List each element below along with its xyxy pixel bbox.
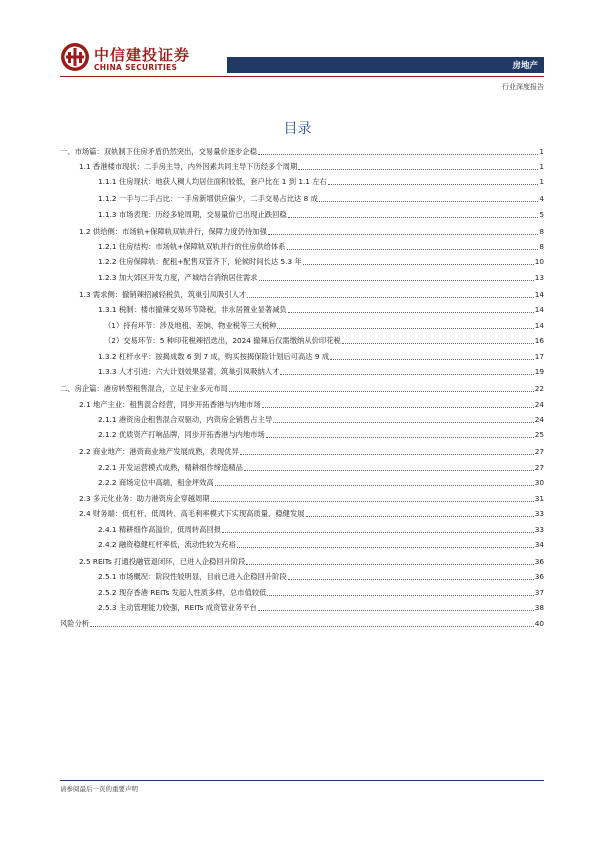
toc-entry-title: 1.1.1 住房现状：地获人稠人均居住面积较低，套户比在 1 到 1.1 左右 (98, 177, 327, 186)
toc-entry-title: 2.4.2 融资稳健杠杆率低，流动性较为充裕 (98, 540, 236, 549)
toc-entry-page: 30 (534, 478, 544, 487)
toc-dot-leader (247, 297, 534, 298)
toc-title: 目录 (283, 121, 312, 137)
toc-entry[interactable] (98, 415, 544, 425)
logo-english-name: CHINA SECURITIES (94, 63, 178, 72)
toc-entry[interactable] (79, 400, 544, 410)
china-securities-logo-icon (60, 42, 90, 72)
toc-dot-leader (273, 422, 534, 423)
toc-entry-title: 1.1 香港楼市现状：二手房主导，内外因素共同主导下历经多个周期 (79, 162, 298, 171)
toc-entry-title: 1.3 需求侧：撤销辣招减轻税负，筑巢引凤吸引人才 (79, 290, 247, 299)
toc-entry-page: 1 (539, 147, 544, 156)
toc-entry-title: 2.5.2 现存香港 REITs 发起人性质多样，总市值较低 (98, 588, 267, 597)
page-header (0, 0, 595, 90)
toc-entry[interactable] (60, 147, 544, 157)
toc-entry-title: （2）交易环节：5 种印花税辣招迭出，2024 撤辣后仅需缴纳从价印花税 (104, 336, 341, 345)
toc-dot-leader (303, 264, 534, 265)
toc-entry-page: 31 (534, 494, 544, 503)
toc-entry-page: 8 (539, 227, 544, 236)
footer-divider (60, 780, 544, 781)
toc-entry-title: 二、房企篇：港房转型租售混合，立足主业多元布局 (60, 384, 228, 393)
header-divider (60, 76, 544, 77)
toc-dot-leader (90, 626, 534, 627)
toc-entry-title: 一、市场篇：双轨制下住房矛盾仍然突出，交易量价逐步企稳 (60, 147, 258, 156)
toc-entry[interactable] (79, 557, 544, 567)
toc-entry-title: 2.1 地产主业：租售混合经营，同步开拓香港与内地市场 (79, 400, 261, 409)
toc-entry-page: 34 (534, 540, 544, 549)
toc-entry-page: 14 (534, 321, 544, 330)
toc-entry[interactable] (104, 321, 544, 331)
toc-dot-leader (262, 407, 534, 408)
toc-entry-page: 10 (534, 257, 544, 266)
toc-dot-leader (328, 184, 539, 185)
toc-dot-leader (288, 312, 534, 313)
toc-dot-leader (280, 374, 533, 375)
toc-entry-title: 2.2 商业地产：港资商业地产发展成熟，表现优异 (79, 447, 239, 456)
toc-entry[interactable] (79, 509, 544, 519)
toc-entry[interactable] (79, 162, 544, 172)
toc-dot-leader (306, 516, 534, 517)
toc-entry-title: 风险分析 (60, 619, 90, 628)
toc-entry[interactable] (98, 194, 544, 204)
toc-entry-page: 36 (534, 557, 544, 566)
toc-entry-page: 40 (534, 619, 544, 628)
footer-note: 请参阅最后一页的重要声明 (60, 785, 138, 793)
toc-entry-title: 2.5.3 主动管理能力较强，REITs 成资管业务平台 (98, 603, 257, 612)
toc-dot-leader (244, 470, 534, 471)
toc-entry[interactable] (98, 257, 544, 267)
report-type: 行业深度报告 (502, 83, 544, 91)
toc-entry-page: 1 (539, 177, 544, 186)
toc-entry[interactable] (104, 336, 544, 346)
toc-entry-title: 1.3.1 税制：楼市撤辣交易环节降税，非永居置业显著减负 (98, 305, 287, 314)
toc-entry[interactable] (98, 572, 544, 582)
logo-chinese-name: 中信建投证券 (94, 46, 191, 64)
toc-dot-leader (237, 547, 534, 548)
company-logo (60, 42, 192, 76)
toc-entry-page: 8 (539, 242, 544, 251)
sector-bar (227, 57, 544, 73)
toc-entry-title: 1.2 供给侧：市场轨+保障轨双轨并行，保障力度仍待加强 (79, 227, 267, 236)
toc-dot-leader (288, 217, 539, 218)
toc-dot-leader (222, 532, 534, 533)
toc-entry[interactable] (98, 273, 544, 283)
toc-entry[interactable] (98, 463, 544, 473)
toc-entry-page: 5 (539, 210, 544, 219)
toc-entry-page: 16 (534, 336, 544, 345)
toc-entry-page: 1 (539, 162, 544, 171)
toc-dot-leader (330, 359, 534, 360)
toc-entry-title: 2.4 财务端：低杠杆、低周转、高毛利率模式下实现高质量、稳健发展 (79, 509, 305, 518)
toc-entry-title: 2.2.1 开发运营模式成熟，精耕细作缔造精品 (98, 463, 243, 472)
toc-entry-title: 1.3.3 人才引进：六大计划效果显著，筑巢引凤吸纳人才 (98, 367, 280, 376)
toc-entry-page: 24 (534, 400, 544, 409)
toc-dot-leader (287, 249, 539, 250)
toc-entry-title: 2.2.2 商场定位中高端，租金坪效高 (98, 478, 214, 487)
toc-dot-leader (258, 154, 538, 155)
toc-entry[interactable] (98, 210, 544, 220)
toc-entry-title: 2.1.2 优质资产打响品牌，同步开拓香港与内地市场 (98, 430, 265, 439)
toc-dot-leader (266, 437, 534, 438)
toc-entry[interactable] (98, 478, 544, 488)
toc-entry[interactable] (60, 384, 544, 394)
toc-entry[interactable] (60, 619, 544, 629)
toc-entry-page: 14 (534, 305, 544, 314)
toc-entry-page: 37 (534, 588, 544, 597)
sector-label: 房地产 (512, 61, 538, 71)
toc-entry[interactable] (98, 525, 544, 535)
toc-entry[interactable] (98, 367, 544, 377)
toc-entry-page: 27 (534, 463, 544, 472)
toc-entry-title: 1.2.2 住房保障轨：配租+配售双管齐下，轮候时间长达 5.3 年 (98, 257, 302, 266)
toc-dot-leader (267, 595, 533, 596)
toc-entry[interactable] (98, 352, 544, 362)
toc-dot-leader (240, 454, 534, 455)
toc-dot-leader (268, 234, 538, 235)
toc-entry-title: 2.4.1 精耕细作高溢价，低周转高回报 (98, 525, 222, 534)
toc-entry[interactable] (79, 447, 544, 457)
toc-dot-leader (298, 169, 538, 170)
toc-dot-leader (259, 280, 534, 281)
toc-entry-title: （1）持有环节：涉及地租、差饷、物业税等三大税种 (104, 321, 277, 330)
toc-entry-page: 14 (534, 290, 544, 299)
toc-entry[interactable] (98, 430, 544, 440)
toc-entry-title: 2.3 多元化业务：助力港资房企穿越周期 (79, 494, 210, 503)
toc-dot-leader (229, 391, 534, 392)
toc-entry-title: 1.2.1 住房结构：市场轨+保障轨双轨并行的住房供给体系 (98, 242, 286, 251)
toc-entry[interactable] (98, 305, 544, 315)
toc-entry-page: 27 (534, 447, 544, 456)
toc-entry[interactable] (98, 588, 544, 598)
toc-entry-page: 4 (539, 194, 544, 203)
toc-entry[interactable] (98, 177, 544, 187)
toc-dot-leader (215, 485, 534, 486)
toc-entry[interactable] (98, 540, 544, 550)
toc-entry-page: 25 (534, 430, 544, 439)
toc-dot-leader (342, 343, 534, 344)
toc-entry-page: 38 (534, 603, 544, 612)
toc-entry-page: 17 (534, 352, 544, 361)
toc-dot-leader (277, 328, 533, 329)
toc-entry-page: 33 (534, 525, 544, 534)
toc-entry-title: 2.5 REITs 打通投融管退闭环，已进入企稳回升阶段 (79, 557, 246, 566)
toc-entry-page: 24 (534, 415, 544, 424)
toc-entry-page: 22 (534, 384, 544, 393)
toc-entry-title: 2.5.1 市场概况：阶段性较明显，目前已进入企稳回升阶段 (98, 572, 287, 581)
toc-entry-title: 1.1.2 一手与二手占比：一手房新增供应偏少，二手交易占比达 8 成 (98, 194, 318, 203)
toc-entry[interactable] (98, 603, 544, 613)
toc-dot-leader (211, 501, 534, 502)
toc-dot-leader (258, 610, 534, 611)
toc-dot-leader (246, 564, 533, 565)
toc-entry-title: 1.3.2 杠杆水平：按揭成数 6 到 7 成，购买按揭保险计划后可高达 9 成 (98, 352, 330, 361)
toc-entry-page: 33 (534, 509, 544, 518)
toc-entry[interactable] (79, 494, 544, 504)
toc-entry[interactable] (79, 227, 544, 237)
toc-dot-leader (319, 201, 538, 202)
toc-entry-page: 13 (534, 273, 544, 282)
toc-entry[interactable] (79, 290, 544, 300)
toc-dot-leader (288, 579, 534, 580)
toc-entry-title: 1.1.3 市场表现：历经多轮周期，交易量价已出现止跌回稳 (98, 210, 287, 219)
toc-entry-title: 1.2.3 加大郊区开发力度，产城结合消纳居住需求 (98, 273, 258, 282)
toc-entry-page: 36 (534, 572, 544, 581)
toc-entry[interactable] (98, 242, 544, 252)
toc-entry-title: 2.1.1 港资房企租售混合双驱动，内资房企销售占主导 (98, 415, 273, 424)
toc-entry-page: 19 (534, 367, 544, 376)
